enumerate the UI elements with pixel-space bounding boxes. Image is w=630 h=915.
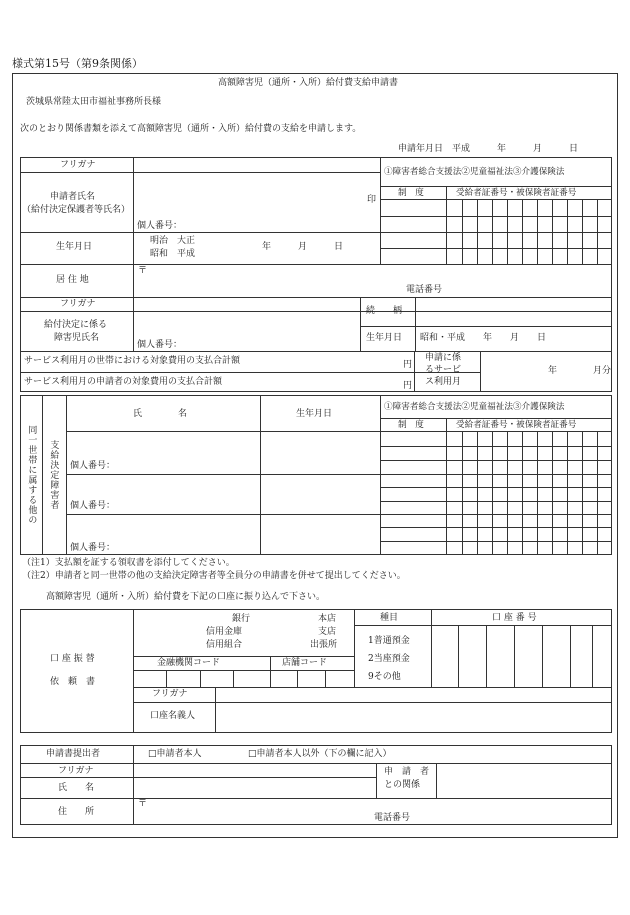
service-month-value[interactable]: 年 月分 — [548, 366, 612, 376]
seal-mark: 印 — [367, 195, 377, 205]
member-1-kojin: 個人番号： — [70, 461, 116, 471]
applicant-kojin-label: 個人番号： — [137, 221, 183, 231]
child-birth-label: 生年月日 — [366, 333, 403, 343]
bank-type-bank[interactable]: 銀行 — [232, 614, 251, 624]
household-col-name: 氏 名 — [133, 409, 188, 419]
phone-label: 電話番号 — [406, 285, 443, 295]
child-kojin-label: 個人番号： — [137, 340, 183, 350]
bank-transfer-label-1: 口 座 振 替 — [50, 654, 95, 664]
transfer-instruction: 高額障害児（通所・入所）給付費を下記の口座に振り込んで下さい。 — [46, 592, 326, 602]
child-furigana-label: フリガナ — [60, 299, 96, 309]
member-2-kojin: 個人番号： — [70, 501, 116, 511]
submitter-relation-label-1: 申 請 者 — [384, 767, 430, 777]
bank-type-kumiai[interactable]: 信用組合 — [206, 640, 243, 650]
applicant-furigana-label: フリガナ — [60, 160, 96, 170]
submitter-name-label: 氏 名 — [58, 783, 95, 793]
applicant-birth-label: 生年月日 — [56, 242, 93, 252]
household-inner-label: 支給決定障害者 — [48, 440, 59, 510]
applicant-era-2[interactable]: 昭和 平成 — [150, 249, 196, 259]
account-holder-label: 口座名義人 — [150, 711, 196, 721]
note-2: （注2）申請者と同一世帯の他の支給決定障害者等全員分の申請書を併せて提出してください。 — [22, 571, 406, 581]
branch-type-honten[interactable]: 本店 — [318, 614, 337, 624]
submitter-label: 申請書提出者 — [46, 749, 101, 759]
submitter-address-label: 住 所 — [58, 807, 95, 817]
branch-type-shucho[interactable]: 出張所 — [310, 640, 338, 650]
bank-transfer-label-2: 依 頼 書 — [50, 677, 96, 687]
cost-row-1-yen: 円 — [403, 360, 413, 370]
form-number: 様式第15号（第9条関係） — [12, 57, 143, 70]
bank-type-shinkin[interactable]: 信用金庫 — [206, 627, 243, 637]
submitter-self-checkbox[interactable]: □申請者本人 — [148, 749, 202, 759]
submitter-postal-mark: 〒 — [138, 799, 148, 809]
applicant-name-label: 申請者氏名 — [50, 192, 96, 202]
child-name-label-1: 給付決定に係る — [44, 320, 108, 330]
member-3-kojin: 個人番号： — [70, 543, 116, 553]
applicant-name-sub: （給付決定保護者等氏名） — [22, 205, 131, 215]
submitter-other-checkbox[interactable]: □申請者本人以外（下の欄に記入） — [248, 749, 392, 759]
account-type-label: 種目 — [380, 613, 399, 623]
application-date[interactable]: 申請年月日 平成 年 月 日 — [398, 144, 579, 154]
cost-row-1-label: サービス利用月の世帯における対象費用の支払合計額 — [24, 356, 241, 366]
service-month-label-3: ス利用月 — [425, 377, 462, 387]
cost-row-2-label: サービス利用月の申請者の対象費用の支払合計額 — [24, 377, 223, 387]
seido-label-1: 制 度 — [398, 188, 424, 198]
service-month-label-1: 申請に係 — [425, 353, 462, 363]
household-col-birth: 生年月日 — [296, 409, 333, 419]
holder-furigana-label: フリガナ — [152, 689, 188, 699]
branch-type-shiten[interactable]: 支店 — [318, 627, 337, 637]
child-birth-value[interactable]: 昭和・平成 年 月 日 — [420, 333, 547, 343]
form-title: 高額障害児（通所・入所）給付費支給申請書 — [218, 78, 399, 88]
insurance-laws-1: ①障害者総合支援法②児童福祉法③介護保険法 — [384, 167, 565, 177]
account-type-1[interactable]: 1普通預金 — [368, 636, 410, 646]
cert-number-label-2: 受給者証番号・被保険者証番号 — [456, 420, 577, 430]
relation-label: 続 柄 — [366, 306, 403, 316]
account-type-3[interactable]: 9その他 — [368, 672, 401, 682]
account-number-label: 口 座 番 号 — [492, 613, 537, 623]
addressee: 茨城県常陸太田市福祉事務所長様 — [26, 97, 162, 107]
branch-code-label: 店舗コード — [282, 658, 328, 668]
note-1: （注1）支払額を証する領収書を添付してください。 — [22, 558, 235, 568]
seido-label-2: 制 度 — [398, 420, 424, 430]
cert-number-label-1: 受給者証番号・被保険者証番号 — [456, 188, 577, 198]
account-type-2[interactable]: 2当座預金 — [368, 654, 410, 664]
submitter-furigana-label: フリガナ — [58, 766, 94, 776]
insurance-laws-2: ①障害者総合支援法②児童福祉法③介護保険法 — [384, 402, 565, 412]
applicant-era-1[interactable]: 明治 大正 — [150, 236, 196, 246]
intro-text: 次のとおり関係書類を添えて高額障害児（通所・入所）給付費の支給を申請します。 — [20, 124, 362, 134]
applicant-birth-ymd[interactable]: 年 月 日 — [262, 242, 344, 252]
submitter-relation-label-2: との関係 — [384, 780, 421, 790]
bank-code-label: 金融機関コード — [157, 658, 221, 668]
cost-row-2-yen: 円 — [403, 381, 413, 391]
address-label: 居 住 地 — [56, 275, 89, 285]
household-outer-label: 同一世帯に属する他の — [26, 425, 37, 525]
postal-mark: 〒 — [138, 266, 148, 276]
child-name-label-2: 障害児氏名 — [54, 333, 100, 343]
service-month-label-2: るサービ — [425, 365, 462, 375]
submitter-phone-label: 電話番号 — [374, 813, 411, 823]
